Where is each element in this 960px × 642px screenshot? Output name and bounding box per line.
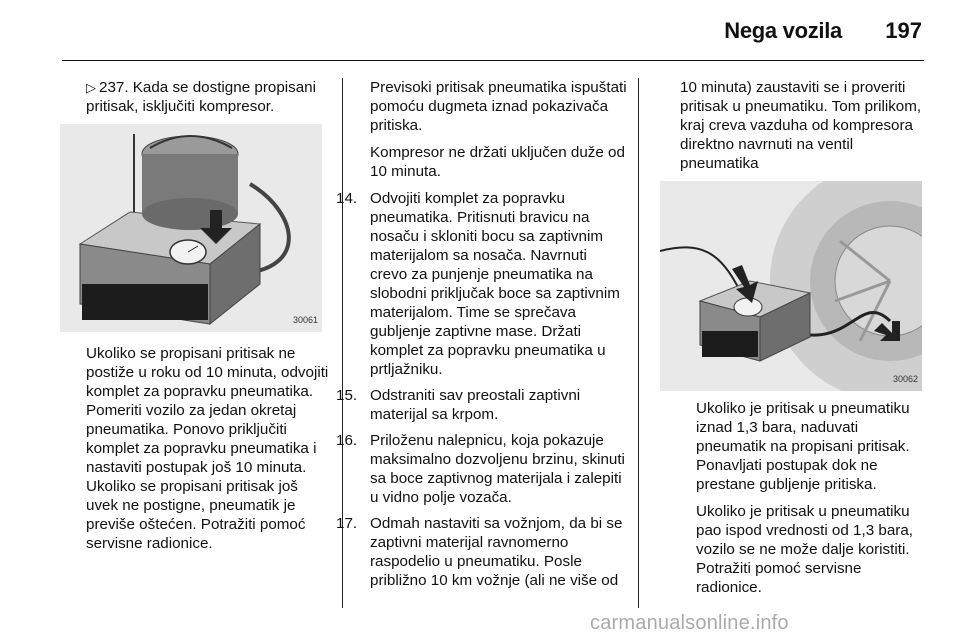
page-header bbox=[0, 0, 960, 62]
list-item bbox=[336, 189, 628, 379]
list-item bbox=[336, 514, 628, 590]
figure-number: 30062 bbox=[892, 374, 918, 384]
figure-number: 30061 bbox=[292, 315, 318, 325]
page-title: Nega vozila bbox=[724, 18, 842, 43]
step-continuation: Previsoki pritisak pneumatika ispuštati pomoću dugmeta iznad pokazivača pritiska. bbox=[370, 79, 627, 134]
list-item bbox=[336, 386, 628, 424]
step-text: Priloženu nalepnicu, koja pokazuje maksimalno dozvoljenu brzinu, skinuti sa boce zaptivnog materijala i zalepiti u vidno polje vozača. bbox=[370, 432, 625, 506]
step-note: Kompresor ne držati uključen duže od 10 minuta. bbox=[370, 144, 625, 180]
step-number: 17. bbox=[336, 515, 358, 532]
step-number: 14. bbox=[336, 190, 358, 207]
list-item bbox=[336, 431, 628, 507]
column-3 bbox=[680, 78, 924, 605]
step-text: Odvojiti komplet za popravku pneumatika. Pritisnuti bravicu na nosaču i skloniti bocu sa zaptivnim materijalom sa nosača. Navrnuti crevo za punjenje pneumatika na slobodni priključak boce sa zaptivnim materijalom. Time se sprečava gubljenje zaptivne mase. Držati komplet za popravku pneumatika u prtljažniku. bbox=[370, 190, 620, 378]
tire-inflation-illustration bbox=[660, 181, 922, 391]
paragraph: Ukoliko se propisani pritisak ne postiže u roku od 10 minuta, odvojiti komplet za popravku pneumatika. Pomeriti vozilo za jedan okretaj pneumatika. Ponovo priključiti komplet za popravku pneumatika i nastaviti postupak još 10 minuta. Ukoliko se propisani pritisak još uvek ne postigne, pneumatik je previše oštećen. Potražiti pomoć servisne radionice. bbox=[86, 345, 329, 552]
step-continuation: 10 minuta) zaustaviti se i proveriti pritisak u pneumatiku. Tom prilikom, kraj creva vazduha od kompresora direktno navrnuti na ventil pneumatika bbox=[680, 79, 922, 172]
step-text: Odstraniti sav preostali zaptivni materijal sa krpom. bbox=[370, 387, 581, 423]
tire-compressor-icon bbox=[660, 181, 922, 391]
step-text: Odmah nastaviti sa vožnjom, da bi se zaptivni materijal ravnomerno raspodelio u pneumatiku. Posle približno 10 km vožnje (ali ne više od bbox=[370, 515, 623, 589]
compressor-illustration bbox=[60, 124, 322, 332]
steps-list bbox=[336, 189, 628, 590]
paragraph: Ukoliko je pritisak u pneumatiku iznad 1,3 bara, naduvati pneumatik na propisani pritisak. Ponavljati postupak dok ne prestane gubljenje pritiska. bbox=[696, 400, 910, 493]
column-2 bbox=[336, 78, 628, 597]
intro-reference: ▷ 237. Kada se dostigne propisani pritisak, isključiti kompresor. bbox=[86, 79, 317, 115]
header-divider bbox=[62, 60, 924, 61]
page-number: 197 bbox=[885, 18, 922, 43]
step-number: 15. bbox=[336, 387, 358, 404]
watermark: carmanualsonline.info bbox=[590, 612, 789, 634]
reference-arrow-icon: ▷ bbox=[86, 80, 96, 95]
column-divider-2 bbox=[638, 78, 639, 608]
compressor-icon bbox=[60, 124, 322, 332]
paragraph: Ukoliko je pritisak u pneumatiku pao ispod vrednosti od 1,3 bara, vozilo se ne može dalje koristiti. Potražiti pomoć servisne radionice. bbox=[696, 503, 913, 596]
step-number: 16. bbox=[336, 432, 358, 449]
column-1 bbox=[86, 78, 330, 561]
